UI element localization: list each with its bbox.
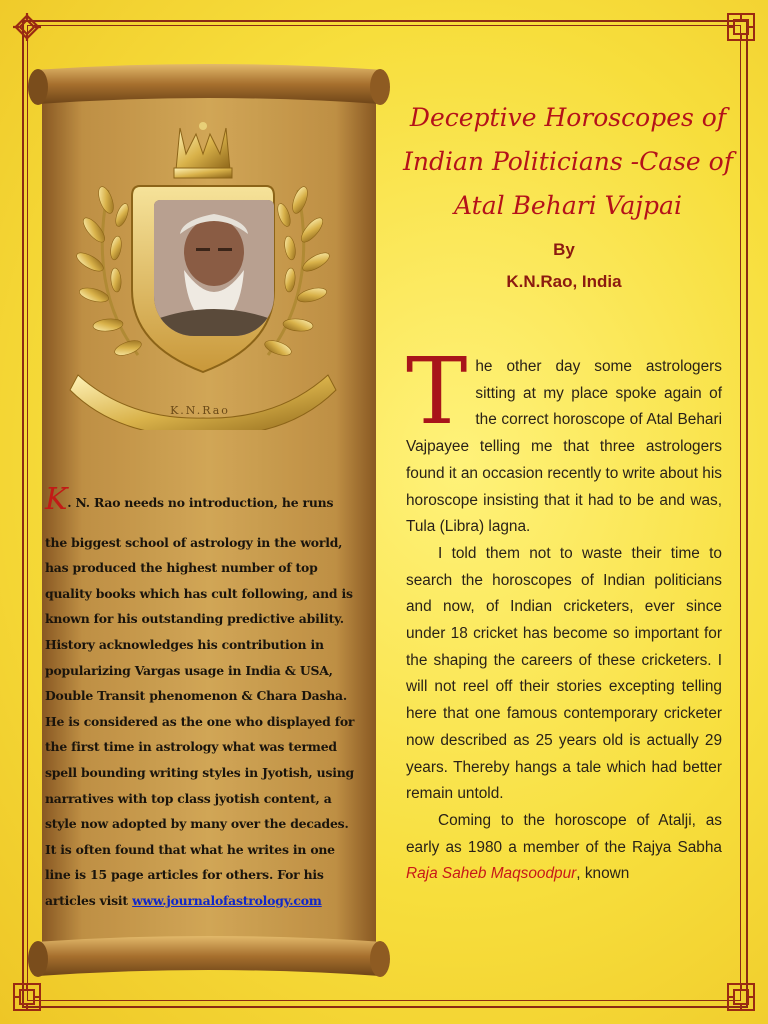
ribbon-icon <box>70 375 336 430</box>
byline-author: K.N.Rao, India <box>506 272 622 291</box>
bio-drop-letter: K <box>45 482 68 517</box>
author-bio <box>45 482 363 914</box>
author-portrait <box>154 200 274 336</box>
bio-body: the biggest school of astrology in the world, has produced the highest number of top quality books which has cult following, and is known for his outstanding predictive ability. History acknowledges his contribution in popularizing Vargas usage in India & USA, Double Transit phenomenon & Chara Dasha. He is considered as the one who displayed for the first time in astrology what was termed spell bounding writing styles in Jyotish, using narratives with top class jyotish content, a style now adopted by many over the decades. It is often found that what he writes in one line is 15 page articles for others. For his articles visit <box>45 534 355 908</box>
article-drop-letter: T <box>406 338 468 445</box>
paragraph-3: Coming to the horoscope of Atalji, as early as 1980 a member of the Rajya Sabha Raja Saheb Maqsoodpur, known <box>406 811 722 883</box>
key-pattern-icon <box>10 980 44 1014</box>
key-pattern-icon <box>724 10 758 44</box>
key-pattern-icon <box>724 980 758 1014</box>
byline-by: By <box>553 240 575 259</box>
crown-icon <box>174 122 232 178</box>
bio-first-line: K. N. Rao needs no introduction, he runs <box>45 482 334 517</box>
endless-knot-icon <box>10 10 44 44</box>
article-title: Deceptive Horoscopes of Indian Politicians -Case of Atal Behari Vajpai <box>403 103 733 220</box>
ribbon-name: K.N.Rao <box>170 404 230 417</box>
paragraph-1: The other day some astrologers sitting at my place spoke again of the correct horoscope of Atal Behari Vajpayee telling me that three astrologers found it an occasion recently to write about his horoscope insisting that it had to be and was, Tula (Libra) lagna. <box>406 338 722 536</box>
journal-link[interactable]: www.journalofastrology.com <box>132 892 322 908</box>
article-body <box>406 338 722 888</box>
highlighted-name: Raja Saheb Maqsoodpur <box>406 865 577 883</box>
paragraph-2: I told them not to waste their time to search the horoscopes of Indian politicians and now, of Indian cricketers, ever since under 18 cricket has become so important for the shaping the careers of these cricketers. I will not reel off their stories excepting telling here that one famous contemporary cricketer now described as 25 years old is actually 29 years. Thereby hangs a tale which had better remain untold. <box>406 544 722 803</box>
